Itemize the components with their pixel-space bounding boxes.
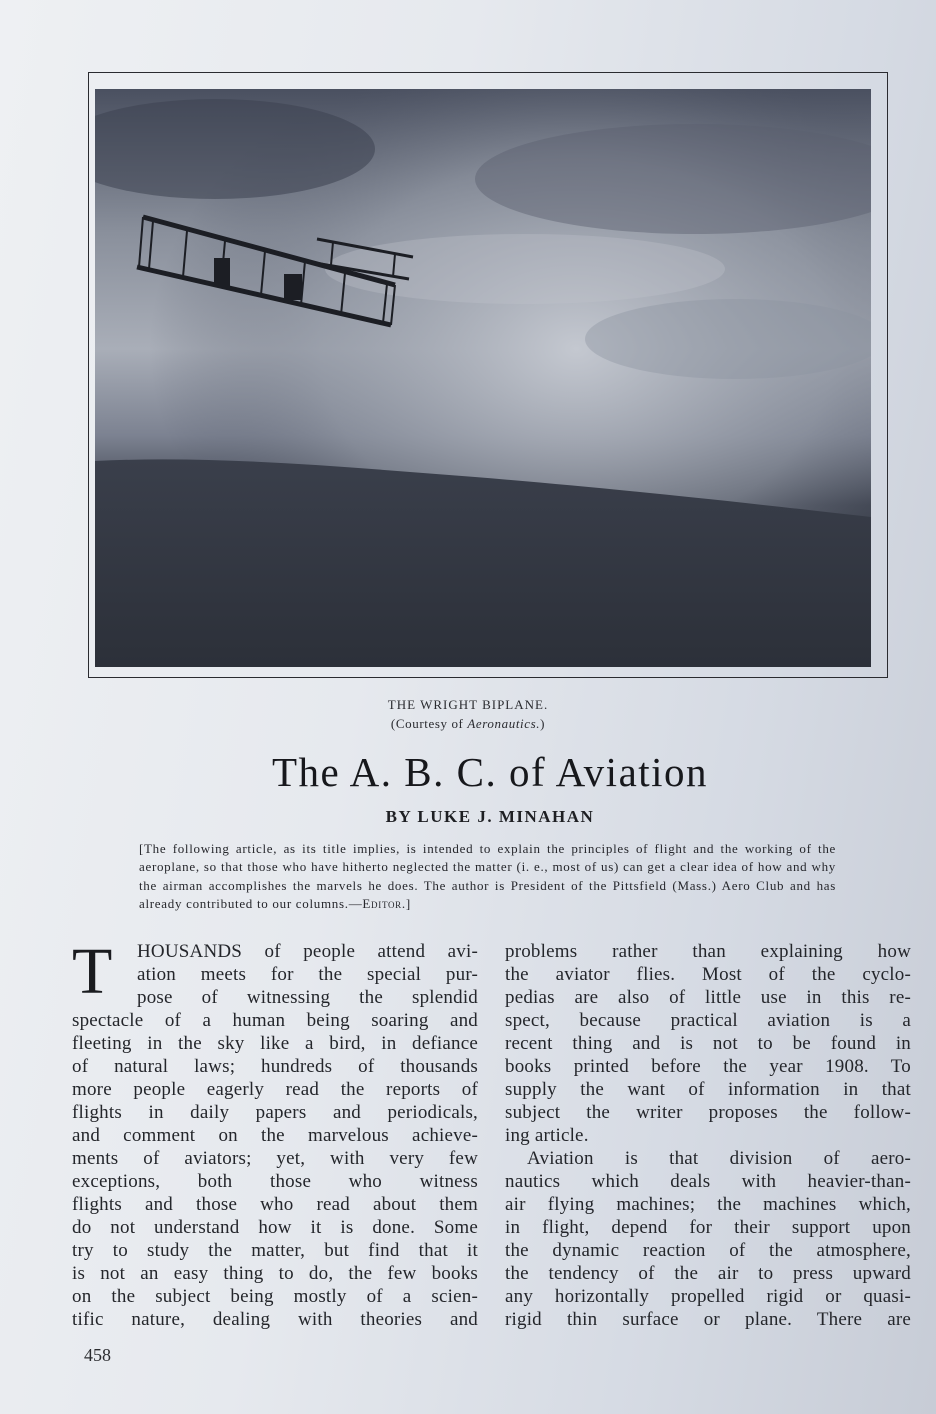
article-byline: BY LUKE J. MINAHAN [385,807,595,826]
left-column-line: do not understand how it is done. Some [72,1217,478,1238]
photo-caption-credit [0,716,936,732]
left-column-line: try to study the matter, but find that it [72,1240,478,1261]
editor-note [139,840,836,913]
left-column-line: tific nature, dealing with theories and [72,1309,478,1330]
right-column-line: air flying machines; the machines which, [505,1194,911,1215]
left-column-line: is not an easy thing to do, the few books [72,1263,478,1284]
right-column-line: pedias are also of little use in this re- [505,987,911,1008]
left-column-line: spectacle of a human being soaring and [72,1010,478,1031]
left-column-line: ation meets for the special pur- [137,964,478,985]
photo-caption-title: THE WRIGHT BIPLANE. [387,697,549,712]
left-column-line: pose of witnessing the splendid [137,987,478,1008]
left-column-line: of natural laws; hundreds of thousands [72,1056,478,1077]
caption-credit-prefix: (Courtesy of [390,716,468,731]
article-title: The A. B. C. of Aviation [271,749,709,795]
right-column-line: problems rather than explaining how [505,941,911,962]
right-column-line: rigid thin surface or plane. There are [505,1309,911,1330]
left-column-line: flights in daily papers and periodicals, [72,1102,478,1123]
biplane-photo-illustration [95,89,871,667]
left-column-line: ments of aviators; yet, with very few [72,1148,478,1169]
editor-note-close: .] [401,895,411,911]
right-column-line: the dynamic reaction of the atmosphere, [505,1240,911,1261]
right-column-line: the aviator flies. Most of the cyclo- [505,964,911,985]
left-column-line: on the subject being mostly of a scien- [72,1286,478,1307]
drop-cap: T [72,935,113,1008]
left-column-line: exceptions, both those who witness [72,1171,478,1192]
right-column-line: recent thing and is not to be found in [505,1033,911,1054]
right-column-line: Aviation is that division of aero- [527,1148,911,1169]
caption-credit-suffix: ) [540,716,546,731]
left-column [72,935,478,1331]
left-column-line: fleeting in the sky like a bird, in defiance [72,1033,478,1054]
editor-signature: Editor [362,895,402,911]
photo-frame [88,72,888,678]
right-column-line: books printed before the year 1908. To [505,1056,911,1077]
page-number: 458 [84,1345,111,1365]
right-column-line: the tendency of the air to press upward [505,1263,911,1284]
left-column-line: flights and those who read about them [72,1194,478,1215]
caption-credit-source: Aeronautics. [467,716,541,731]
right-column-line: subject the writer proposes the follow- [505,1102,911,1123]
left-column-line: more people eagerly read the reports of [72,1079,478,1100]
right-column-line: in flight, depend for their support upon [505,1217,911,1238]
right-column-line: any horizontally propelled rigid or quasi- [505,1286,911,1307]
right-column-line: ing article. [505,1125,589,1146]
left-column-line: HOUSANDS of people attend avi- [137,941,478,962]
right-column-line: spect, because practical aviation is a [505,1010,911,1031]
editor-note-text: [The following article, as its title implies, is intended to explain the principles of flight and the working of the aeroplane, so that those who have hitherto neglected the matter (i. e., most of us) can get a clear idea of how and why the airman accomplishes the marvels he does. The author is President of the Pittsfield (Mass.) Aero Club and has already contributed to our columns.— [139,841,836,911]
left-column-line: and comment on the marvelous achieve- [72,1125,478,1146]
wright-biplane-photo [95,89,871,667]
right-column [505,940,911,1331]
right-column-line: supply the want of information in that [505,1079,911,1100]
right-column-line: nautics which deals with heavier-than- [505,1171,911,1192]
